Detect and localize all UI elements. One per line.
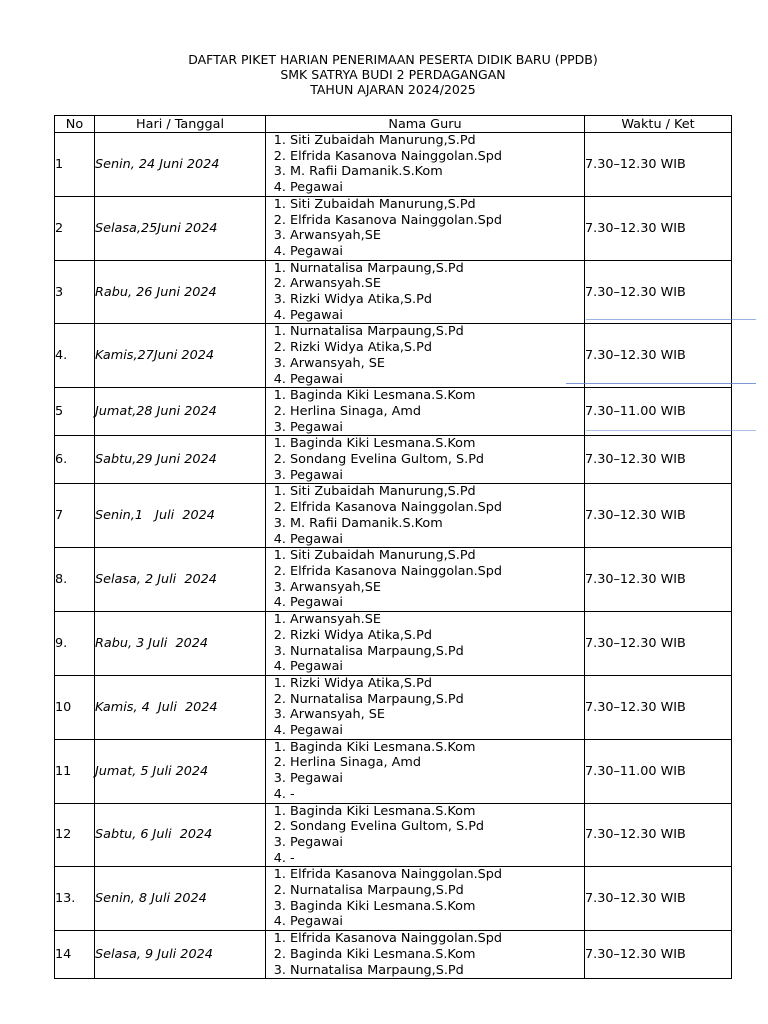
teacher-item: 1. Nurnatalisa Marpaung,S.Pd	[290, 324, 584, 340]
row-teachers	[266, 133, 585, 197]
teacher-item: 2. Sondang Evelina Gultom, S.Pd	[290, 452, 584, 468]
blue-mark-line	[566, 383, 756, 384]
row-date: Jumat, 5 Juli 2024	[95, 739, 266, 803]
teacher-item: 3. Rizki Widya Atika,S.Pd	[290, 292, 584, 308]
row-teachers	[266, 388, 585, 436]
table-row	[55, 675, 732, 739]
row-teachers	[266, 739, 585, 803]
row-number: 1	[55, 133, 95, 197]
teacher-item: 2. Sondang Evelina Gultom, S.Pd	[290, 819, 584, 835]
row-number: 13.	[55, 867, 95, 931]
row-date: Kamis, 4 Juli 2024	[95, 675, 266, 739]
row-time: 7.30–12.30 WIB	[585, 867, 732, 931]
row-date: Senin, 8 Juli 2024	[95, 867, 266, 931]
row-date: Senin, 24 Juni 2024	[95, 133, 266, 197]
row-time: 7.30–12.30 WIB	[585, 196, 732, 260]
teacher-list	[266, 133, 584, 196]
row-teachers	[266, 867, 585, 931]
teacher-item: 4. -	[290, 851, 584, 867]
row-number: 14	[55, 931, 95, 979]
teacher-item: 3. Baginda Kiki Lesmana.S.Kom	[290, 899, 584, 915]
teacher-item: 2. Elfrida Kasanova Nainggolan.Spd	[290, 149, 584, 165]
row-number: 8.	[55, 548, 95, 612]
row-time: 7.30–12.30 WIB	[585, 612, 732, 676]
row-number: 7	[55, 484, 95, 548]
teacher-item: 1. Siti Zubaidah Manurung,S.Pd	[290, 197, 584, 213]
teacher-item: 2. Baginda Kiki Lesmana.S.Kom	[290, 947, 584, 963]
header-year: TAHUN AJARAN 2024/2025	[310, 82, 476, 97]
row-number: 6.	[55, 436, 95, 484]
row-time: 7.30–12.30 WIB	[585, 675, 732, 739]
row-date: Rabu, 3 Juli 2024	[95, 612, 266, 676]
row-teachers	[266, 548, 585, 612]
table-row	[55, 324, 732, 388]
row-teachers	[266, 324, 585, 388]
teacher-item: 2. Herlina Sinaga, Amd	[290, 404, 584, 420]
teacher-item: 1. Siti Zubaidah Manurung,S.Pd	[290, 484, 584, 500]
teacher-list	[266, 931, 584, 978]
teacher-item: 3. Nurnatalisa Marpaung,S.Pd	[290, 644, 584, 660]
teacher-item: 4. Pegawai	[290, 532, 584, 548]
teacher-item: 1. Siti Zubaidah Manurung,S.Pd	[290, 133, 584, 149]
row-time: 7.30–12.30 WIB	[585, 324, 732, 388]
table-row	[55, 260, 732, 324]
teacher-item: 2. Arwansyah.SE	[290, 276, 584, 292]
row-date: Selasa, 9 Juli 2024	[95, 931, 266, 979]
teacher-item: 3. Pegawai	[290, 835, 584, 851]
teacher-item: 1. Nurnatalisa Marpaung,S.Pd	[290, 261, 584, 277]
row-date: Rabu, 26 Juni 2024	[95, 260, 266, 324]
teacher-item: 3. Pegawai	[290, 468, 584, 484]
teacher-item: 1. Baginda Kiki Lesmana.S.Kom	[290, 388, 584, 404]
table-row	[55, 196, 732, 260]
row-teachers	[266, 612, 585, 676]
teacher-item: 1. Baginda Kiki Lesmana.S.Kom	[290, 804, 584, 820]
teacher-item: 1. Baginda Kiki Lesmana.S.Kom	[290, 436, 584, 452]
teacher-list	[266, 804, 584, 867]
column-header-teachers: Nama Guru	[266, 116, 585, 133]
row-number: 4.	[55, 324, 95, 388]
teacher-item: 2. Herlina Sinaga, Amd	[290, 755, 584, 771]
table-row	[55, 931, 732, 979]
table-row	[55, 612, 732, 676]
schedule-table	[54, 115, 732, 979]
teacher-item: 1. Elfrida Kasanova Nainggolan.Spd	[290, 867, 584, 883]
row-teachers	[266, 803, 585, 867]
teacher-list	[266, 324, 584, 387]
row-teachers	[266, 260, 585, 324]
row-teachers	[266, 675, 585, 739]
row-teachers	[266, 196, 585, 260]
teacher-list	[266, 676, 584, 739]
teacher-item: 2. Elfrida Kasanova Nainggolan.Spd	[290, 500, 584, 516]
document-header	[0, 52, 768, 97]
row-teachers	[266, 931, 585, 979]
teacher-item: 1. Siti Zubaidah Manurung,S.Pd	[290, 548, 584, 564]
teacher-item: 4. Pegawai	[290, 595, 584, 611]
table-row	[55, 867, 732, 931]
table-row	[55, 133, 732, 197]
row-time: 7.30–12.30 WIB	[585, 484, 732, 548]
table-row	[55, 803, 732, 867]
row-number: 5	[55, 388, 95, 436]
blue-mark-line	[586, 319, 756, 320]
teacher-item: 2. Rizki Widya Atika,S.Pd	[290, 628, 584, 644]
row-number: 3	[55, 260, 95, 324]
teacher-item: 3. Nurnatalisa Marpaung,S.Pd	[290, 963, 584, 979]
table-row	[55, 484, 732, 548]
teacher-item: 3. Pegawai	[290, 420, 584, 436]
teacher-item: 2. Rizki Widya Atika,S.Pd	[290, 340, 584, 356]
teacher-list	[266, 740, 584, 803]
row-time: 7.30–12.30 WIB	[585, 133, 732, 197]
table-row	[55, 739, 732, 803]
teacher-item: 4. Pegawai	[290, 659, 584, 675]
teacher-item: 2. Elfrida Kasanova Nainggolan.Spd	[290, 564, 584, 580]
teacher-list	[266, 436, 584, 483]
teacher-list	[266, 612, 584, 675]
table-header-row	[55, 116, 732, 133]
row-number: 9.	[55, 612, 95, 676]
blue-mark-line	[586, 430, 756, 431]
row-number: 2	[55, 196, 95, 260]
row-date: Selasa, 2 Juli 2024	[95, 548, 266, 612]
teacher-item: 3. M. Rafii Damanik.S.Kom	[290, 164, 584, 180]
teacher-item: 4. Pegawai	[290, 244, 584, 260]
row-date: Sabtu, 6 Juli 2024	[95, 803, 266, 867]
row-time: 7.30–12.30 WIB	[585, 436, 732, 484]
row-number: 10	[55, 675, 95, 739]
teacher-item: 3. Arwansyah, SE	[290, 356, 584, 372]
teacher-list	[266, 261, 584, 324]
row-date: Senin,1 Juli 2024	[95, 484, 266, 548]
row-number: 11	[55, 739, 95, 803]
row-date: Sabtu,29 Juni 2024	[95, 436, 266, 484]
row-date: Jumat,28 Juni 2024	[95, 388, 266, 436]
teacher-item: 2. Nurnatalisa Marpaung,S.Pd	[290, 883, 584, 899]
teacher-item: 4. Pegawai	[290, 180, 584, 196]
table-row	[55, 436, 732, 484]
header-title: DAFTAR PIKET HARIAN PENERIMAAN PESERTA DIDIK BARU (PPDB)	[188, 52, 598, 67]
row-time: 7.30–11.00 WIB	[585, 739, 732, 803]
column-header-date: Hari / Tanggal	[95, 116, 266, 133]
teacher-item: 3. Arwansyah, SE	[290, 707, 584, 723]
column-header-no: No	[55, 116, 95, 133]
teacher-item: 3. Arwansyah,SE	[290, 580, 584, 596]
row-number: 12	[55, 803, 95, 867]
row-time: 7.30–12.30 WIB	[585, 260, 732, 324]
teacher-list	[266, 197, 584, 260]
teacher-item: 1. Rizki Widya Atika,S.Pd	[290, 676, 584, 692]
teacher-item: 3. Pegawai	[290, 771, 584, 787]
teacher-item: 1. Elfrida Kasanova Nainggolan.Spd	[290, 931, 584, 947]
teacher-item: 4. Pegawai	[290, 308, 584, 324]
teacher-list	[266, 548, 584, 611]
teacher-list	[266, 867, 584, 930]
column-header-time: Waktu / Ket	[585, 116, 732, 133]
row-teachers	[266, 484, 585, 548]
teacher-list	[266, 484, 584, 547]
teacher-item: 3. Arwansyah,SE	[290, 228, 584, 244]
teacher-item: 2. Elfrida Kasanova Nainggolan.Spd	[290, 213, 584, 229]
teacher-item: 2. Nurnatalisa Marpaung,S.Pd	[290, 692, 584, 708]
teacher-item: 4. Pegawai	[290, 372, 584, 388]
row-time: 7.30–12.30 WIB	[585, 803, 732, 867]
table-body	[55, 133, 732, 979]
teacher-item: 4. Pegawai	[290, 723, 584, 739]
teacher-list	[266, 388, 584, 435]
teacher-item: 4. -	[290, 787, 584, 803]
teacher-item: 3. M. Rafii Damanik.S.Kom	[290, 516, 584, 532]
table-row	[55, 548, 732, 612]
row-date: Selasa,25Juni 2024	[95, 196, 266, 260]
row-time: 7.30–11.00 WIB	[585, 388, 732, 436]
row-time: 7.30–12.30 WIB	[585, 548, 732, 612]
row-date: Kamis,27Juni 2024	[95, 324, 266, 388]
teacher-item: 1. Baginda Kiki Lesmana.S.Kom	[290, 740, 584, 756]
teacher-item: 1. Arwansyah.SE	[290, 612, 584, 628]
row-time: 7.30–12.30 WIB	[585, 931, 732, 979]
table-row	[55, 388, 732, 436]
header-school: SMK SATRYA BUDI 2 PERDAGANGAN	[280, 67, 506, 82]
teacher-item: 4. Pegawai	[290, 914, 584, 930]
row-teachers	[266, 436, 585, 484]
